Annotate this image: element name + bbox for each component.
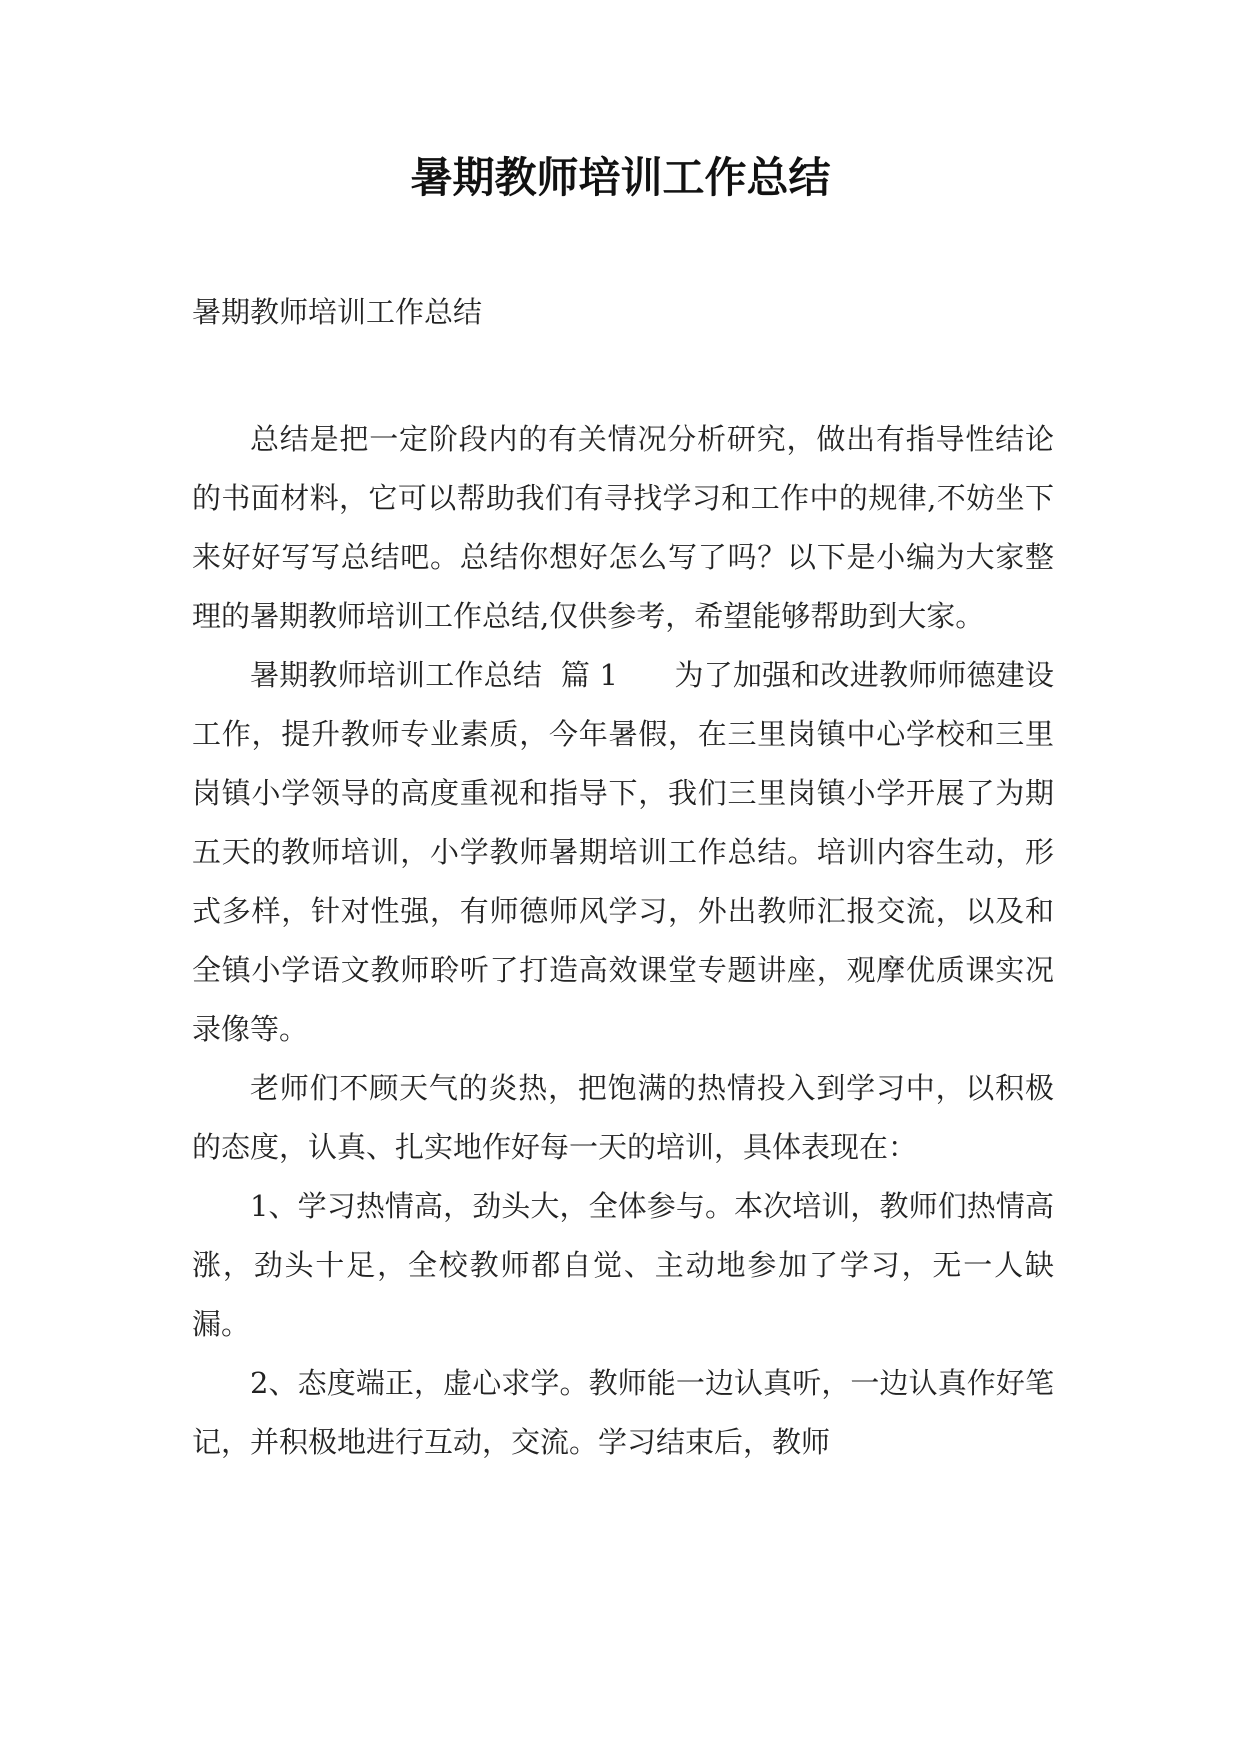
paragraph: 暑期教师培训工作总结 篇 1 为了加强和改进教师师德建设工作，提升教师专业素质，今年暑假，在三里岗镇中心学校和三里岗镇小学领导的高度重视和指导下，我们三里岗镇小学开展了为期五天的教师培训，小学教师暑期培训工作总结。培训内容生动，形式多样，针对性强，有师德师风学习，外出教师汇报交流，以及和全镇小学语文教师聆听了打造高效课堂专题讲座，观摩优质课实况录像等。 (192, 658, 1054, 1046)
paragraph: 总结是把一定阶段内的有关情况分析研究，做出有指导性结论的书面材料，它可以帮助我们有寻找学习和工作中的规律,不妨坐下来好好写写总结吧。总结你想好怎么写了吗？以下是小编为大家整理的暑期教师培训工作总结,仅供参考，希望能够帮助到大家。 (192, 422, 1054, 633)
document-body (192, 410, 1054, 1472)
paragraph: 2、态度端正，虚心求学。教师能一边认真听，一边认真作好笔记，并积极地进行互动，交流。学习结束后，教师 (192, 1366, 1054, 1459)
document-title: 暑期教师培训工作总结 (410, 153, 831, 202)
document-subtitle: 暑期教师培训工作总结 (192, 295, 483, 329)
paragraph: 1、学习热情高，劲头大，全体参与。本次培训，教师们热情高涨，劲头十足，全校教师都自觉、主动地参加了学习，无一人缺漏。 (192, 1189, 1054, 1341)
paragraph: 老师们不顾天气的炎热，把饱满的热情投入到学习中，以积极的态度，认真、扎实地作好每一天的培训，具体表现在： (192, 1071, 1054, 1164)
